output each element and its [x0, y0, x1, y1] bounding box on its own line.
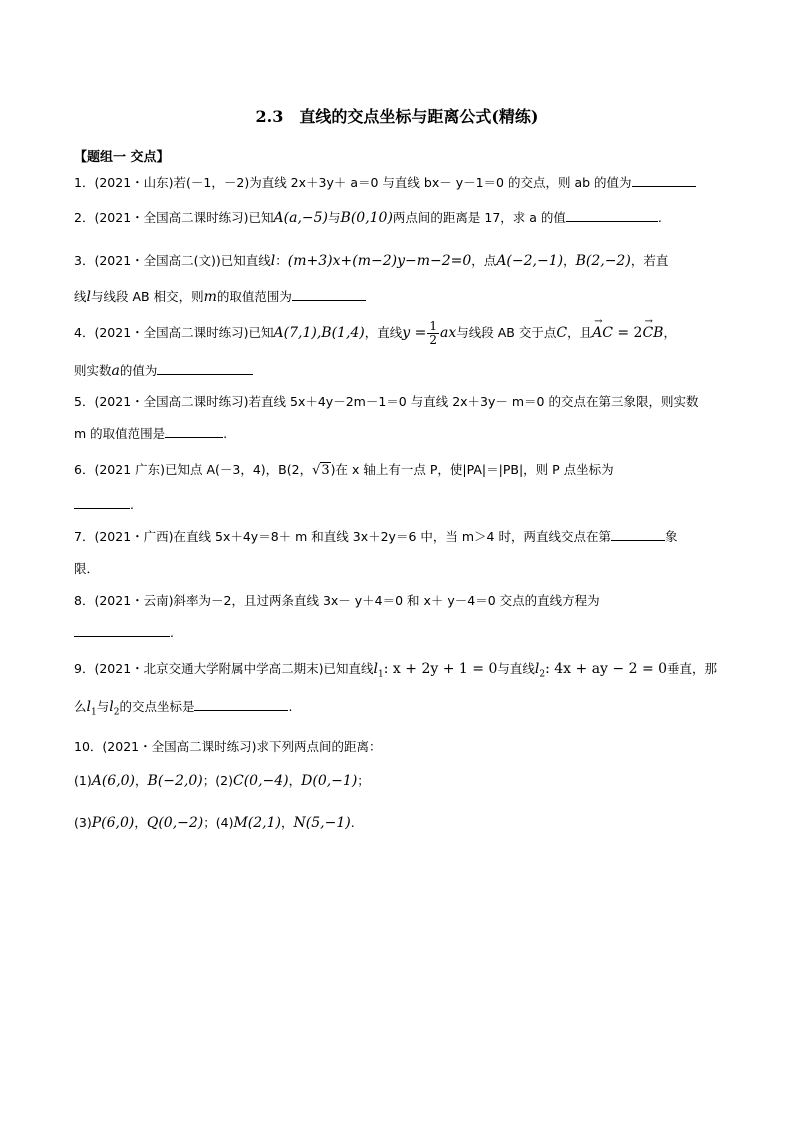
part-label: (3) — [74, 815, 92, 830]
math-symbol: m — [203, 289, 217, 305]
math-symbol: l — [373, 661, 379, 677]
question-text: 则实数 — [74, 363, 112, 378]
question-text: 两点间的距离是 17，求 a 的值 — [392, 210, 566, 225]
question-8 — [74, 592, 600, 610]
question-source: (2021・山东) — [94, 175, 174, 190]
question-text: . — [170, 625, 174, 640]
math-point: P(6,0) — [91, 815, 135, 831]
question-text: . — [130, 497, 134, 512]
question-text: 象 — [664, 529, 678, 544]
math-equation: : 4x + ay − 2 = 0 — [545, 661, 668, 677]
question-text: 斜率为－2，且过两条直线 3x－ y＋4＝0 和 x＋ y－4＝0 交点的直线方程为 — [173, 593, 600, 608]
math-point: B(−2,0) — [147, 773, 203, 789]
math-equation: ax — [440, 325, 457, 341]
question-source: (2021・广西) — [94, 529, 174, 544]
question-number: 6． — [74, 462, 95, 477]
math-symbol: l — [86, 699, 91, 715]
question-text: . — [657, 210, 662, 225]
math-symbol: l — [534, 661, 540, 677]
question-text: 已知 — [248, 210, 274, 225]
math-symbol: l — [270, 253, 276, 269]
question-text: ，点 — [471, 253, 497, 268]
question-7 — [74, 528, 677, 546]
math-symbol: l — [86, 289, 91, 305]
question-8-cont — [74, 624, 174, 642]
answer-blank — [292, 288, 366, 301]
section-heading: 【题组一 交点】 — [74, 150, 170, 165]
answer-blank — [566, 209, 658, 222]
fraction-numerator: 1 — [429, 319, 438, 333]
math-symbol: C — [556, 325, 568, 341]
question-4-cont — [74, 362, 253, 380]
question-text: 的交点坐标是 — [119, 699, 195, 714]
question-source: (2021・全国高二课时练习) — [94, 210, 249, 225]
question-number: 7． — [74, 529, 95, 544]
question-text: 限． — [74, 561, 100, 576]
fraction — [427, 320, 439, 347]
question-text: . — [223, 426, 228, 441]
part-label: ；(2) — [202, 773, 233, 788]
math-equation: (m+3)x+(m−2)y−m−2=0 — [287, 253, 472, 269]
question-text: ， — [288, 773, 302, 788]
question-text: . — [350, 815, 355, 830]
question-number: 2． — [74, 210, 95, 225]
question-text: ； — [357, 773, 370, 788]
question-6 — [74, 461, 614, 480]
question-number: 10． — [74, 739, 103, 754]
question-5 — [74, 393, 698, 411]
math-point: Q(0,−2) — [146, 815, 204, 831]
question-text: ，若直 — [630, 253, 669, 268]
question-source: (2021・北京交通大学附属中学高二期末) — [94, 661, 324, 676]
question-text: 与直线 — [497, 661, 535, 676]
question-text: 的取值范围为 — [216, 289, 292, 304]
question-text: 线 — [74, 289, 87, 304]
answer-blank — [632, 174, 696, 187]
answer-blank — [611, 528, 665, 541]
math-subscript: 2 — [539, 669, 546, 680]
question-number: 4． — [74, 325, 95, 340]
question-10 — [74, 738, 382, 756]
page-title: 2.3 直线的交点坐标与距离公式(精练) — [255, 107, 539, 126]
answer-blank — [165, 425, 223, 438]
question-text: 垂直，那 — [667, 661, 718, 676]
question-text: 已知 — [248, 325, 274, 340]
question-text: 与 — [96, 699, 110, 714]
question-text: ， — [134, 815, 147, 830]
answer-blank — [194, 698, 288, 711]
math-point: A(7,1),B(1,4) — [273, 325, 365, 341]
question-text: . — [288, 699, 293, 714]
math-point: A(a,−5) — [273, 210, 329, 226]
question-text: ， — [563, 253, 576, 268]
math-equation: = 2 — [612, 325, 643, 341]
question-number: 1． — [74, 175, 95, 190]
question-text: ， — [281, 815, 294, 830]
part-label: (1) — [74, 773, 92, 788]
question-text: ， — [135, 773, 148, 788]
question-7-cont — [74, 560, 99, 578]
question-text: 的值为 — [119, 363, 158, 378]
math-point: A(−2,−1) — [496, 253, 564, 269]
question-text: 已知直线 — [323, 661, 374, 676]
vector-cb: → CB — [642, 324, 663, 342]
question-source: (2021・全国高二(文)) — [94, 253, 221, 268]
math-subscript: 2 — [113, 707, 120, 718]
question-source: (2021・全国高二课时练习) — [102, 739, 257, 754]
question-5-cont — [74, 425, 227, 443]
question-text: 已知点 A(－3，4)，B(2， — [165, 462, 313, 477]
question-text: 在直线 5x＋4y＝8＋ m 和直线 3x＋2y＝6 中，当 m＞4 时，两直线交点在第 — [173, 529, 611, 544]
math-point: A(6,0) — [91, 773, 136, 789]
math-subscript: 1 — [378, 669, 384, 680]
question-9 — [74, 660, 717, 684]
question-source: (2021・云南) — [94, 593, 174, 608]
math-equation: : x + 2y + 1 = 0 — [383, 661, 498, 677]
math-symbol: l — [109, 699, 114, 715]
question-1 — [74, 174, 696, 192]
question-text: 若直线 5x＋4y－2m－1＝0 与直线 2x＋3y－ m＝0 的交点在第三象限，则实数 — [248, 394, 699, 409]
question-text: 与 — [328, 210, 341, 225]
question-text: 与线段 AB 交于点 — [456, 325, 557, 340]
answer-blank — [74, 496, 130, 509]
question-3-cont — [74, 288, 366, 306]
math-subscript: 1 — [91, 707, 97, 718]
answer-blank — [74, 624, 170, 637]
question-text: 已知直线 — [220, 253, 271, 268]
question-3 — [74, 252, 668, 270]
question-text: ， — [663, 325, 676, 340]
math-point: B(2,−2) — [575, 253, 631, 269]
question-text: ，且 — [567, 325, 593, 340]
fraction-denominator: 2 — [429, 333, 438, 347]
math-point: M(2,1) — [233, 815, 281, 831]
square-root: √3 — [312, 463, 330, 478]
question-6-cont — [74, 496, 134, 514]
question-9-cont — [74, 698, 292, 722]
question-source: (2021・全国高二课时练习) — [94, 394, 249, 409]
question-text: 么 — [74, 699, 87, 714]
question-number: 8． — [74, 593, 95, 608]
math-point: N(5,−1) — [293, 815, 351, 831]
question-number: 3． — [74, 253, 95, 268]
math-point: C(0,−4) — [232, 773, 289, 789]
question-10-part-1-2 — [74, 772, 370, 790]
question-text: ，直线 — [364, 325, 403, 340]
question-text: 若(－1，－2)为直线 2x＋3y＋ a＝0 与直线 bx－ y－1＝0 的交点，则 ab 的值为 — [173, 175, 632, 190]
radicand: 3 — [321, 463, 330, 478]
question-text: ： — [275, 253, 288, 268]
math-symbol: a — [111, 363, 120, 379]
question-2 — [74, 209, 662, 227]
question-number: 9． — [74, 661, 95, 676]
question-source: (2021 广东) — [94, 462, 165, 477]
question-4 — [74, 320, 676, 347]
question-text: 求下列两点间的距离： — [256, 739, 382, 754]
part-label: ；(4) — [203, 815, 234, 830]
question-text: 与线段 AB 相交，则 — [91, 289, 204, 304]
question-number: 5． — [74, 394, 95, 409]
math-equation: y = — [402, 325, 427, 341]
question-10-part-3-4 — [74, 814, 355, 832]
vector-ac: → AC — [592, 324, 613, 342]
question-text: m 的取值范围是 — [74, 426, 166, 441]
question-source: (2021・全国高二课时练习) — [94, 325, 249, 340]
question-text: )在 x 轴上有一点 P，使|PA|＝|PB|，则 P 点坐标为 — [330, 462, 614, 477]
answer-blank — [157, 362, 253, 375]
math-point: B(0,10) — [340, 210, 393, 226]
math-point: D(0,−1) — [301, 773, 358, 789]
